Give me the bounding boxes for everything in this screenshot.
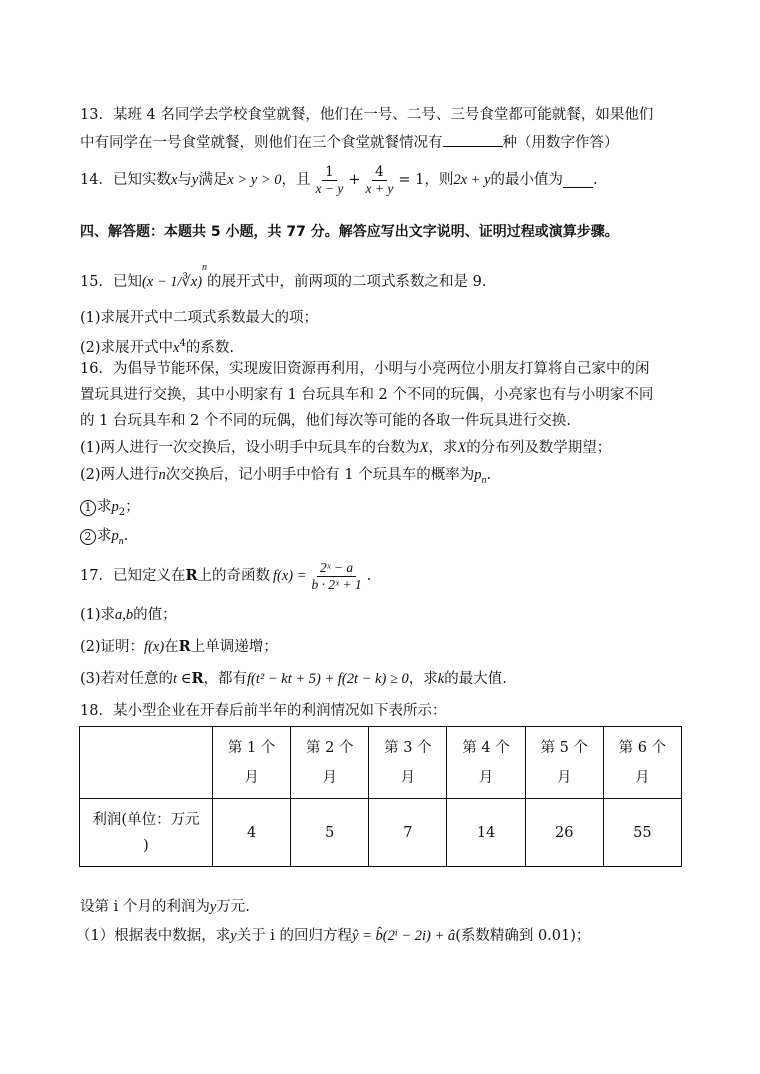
- q17-p3-all: ，都有: [203, 671, 247, 687]
- q15-p2-exp: 4: [179, 338, 186, 349]
- profit-cell: 26: [525, 799, 603, 867]
- q17-part2: [80, 636, 278, 658]
- q16-var-X-2: X: [457, 440, 467, 456]
- q17-p2-lead: (2)证明：: [80, 639, 145, 655]
- q13-answer-blank: [443, 132, 503, 147]
- profit-row-label: 利润(单位：万元 ): [80, 799, 213, 867]
- profit-cell: 4: [213, 799, 291, 867]
- q16-p1-ask: ，求: [428, 440, 458, 456]
- table-row: [80, 799, 682, 867]
- q16-pn-sub: n: [118, 535, 124, 547]
- q18-var-y: y: [209, 899, 217, 915]
- q15-p2-tail: 的系数.: [185, 339, 234, 356]
- q16-part1: [80, 437, 611, 459]
- q17-lead: 17．已知定义在: [80, 568, 186, 584]
- q16-line2: 置玩具进行交换，其中小明家有 1 台玩具车和 2 个不同的玩偶，小亮家也有与小明家不同: [80, 387, 654, 403]
- q17-fx: f(x) =: [273, 568, 307, 584]
- q14-frac2-num: 4: [372, 164, 387, 181]
- q14-frac1-num: 1: [322, 164, 337, 181]
- q17-p3-lead: (3)若对任意的: [80, 671, 174, 687]
- q16-var-n: n: [158, 467, 166, 483]
- q18-definition: [80, 896, 250, 918]
- q14-frac1-den: x − y: [315, 180, 344, 196]
- q15-binomial: (x − 1/∛x): [141, 273, 203, 290]
- profit-cell: 55: [603, 799, 681, 867]
- q14-lead: 14．已知实数: [80, 172, 171, 188]
- q17-p2-fx: f(x): [144, 639, 165, 655]
- q14-then: ，则: [424, 172, 454, 188]
- q14-fraction-2: [363, 164, 397, 197]
- q14-target-expr: 2x + y: [453, 172, 491, 188]
- q17-p1-lead: (1)求: [80, 607, 116, 623]
- q17-fraction: [309, 560, 365, 593]
- section-4-heading: 四、解答题：本题共 5 小题，共 77 分。解答应写出文字说明、证明过程或演算步骤。: [80, 224, 619, 240]
- q17-odd-fn: 上的奇函数: [197, 568, 271, 584]
- q14-var-y: y: [191, 172, 199, 188]
- q16-p2-period: .: [486, 467, 492, 483]
- q18-p1-lead: （1）根据表中数据，求: [76, 928, 231, 944]
- q16-p-n: p: [474, 467, 482, 483]
- q16-sub2-text: 求: [97, 528, 112, 544]
- q16-p2-var: p: [111, 499, 119, 515]
- q14-frac2-den: x + y: [365, 180, 394, 196]
- q13-text: 中有同学在一号食堂就餐，则他们在三个食堂就餐情况有: [80, 135, 443, 151]
- q16-p2-lead: (2)两人进行: [80, 467, 159, 483]
- month-header: 第 3 个 月: [369, 727, 447, 799]
- q18-def-lead: 设第 i 个月的利润为: [80, 899, 210, 915]
- month-header: 第 4 个 月: [447, 727, 525, 799]
- q13-line2: [80, 132, 619, 154]
- q17-inequality: f(t² − kt + 5) + f(2t − k) ≥ 0: [247, 671, 409, 687]
- q15-line: [80, 262, 487, 298]
- q14-answer-blank: [563, 173, 593, 188]
- q17-p3-tail: 的最大值.: [444, 671, 507, 687]
- q17-line: [80, 556, 371, 596]
- q16-p2-mid: 次交换后，记小明手中恰有 1 个玩具车的概率为: [165, 467, 475, 483]
- q15-p2-lead: (2)求展开式中: [80, 339, 174, 356]
- q16-sub1-text: 求: [97, 499, 112, 515]
- q14-period: .: [593, 172, 598, 188]
- q18-p1-y: y: [230, 928, 237, 944]
- q16-line1: 16．为倡导节能环保，实现废旧资源再利用，小明与小亮两位小朋友打算将自己家中的闲: [80, 361, 650, 377]
- q17-p2-in: 在: [164, 639, 179, 655]
- q16-var-X: X: [419, 440, 429, 456]
- month-header: 第 2 个 月: [291, 727, 369, 799]
- q15-lead: 15．已知: [80, 273, 142, 290]
- q17-R: R: [185, 567, 198, 584]
- q16-sub2-period: .: [123, 528, 129, 544]
- q14-with: 与: [177, 172, 192, 188]
- q18-p1-mid: 关于 i 的回归方程: [236, 928, 353, 944]
- q18-intro: 18．某小型企业在开春后前半年的利润情况如下表所示：: [80, 703, 447, 719]
- q16-p-n-sub: n: [481, 474, 487, 486]
- month-header: 第 1 个 月: [213, 727, 291, 799]
- q15-part2: [80, 333, 234, 359]
- profit-cell: 5: [291, 799, 369, 867]
- q14-condition: x > y > 0: [227, 172, 282, 188]
- q17-part1: [80, 604, 177, 626]
- q17-period: .: [366, 568, 372, 584]
- q14-line: [80, 160, 598, 200]
- q16-pn-var: p: [111, 528, 119, 544]
- q18-part1: [76, 925, 590, 947]
- q14-equals: = 1: [398, 172, 425, 188]
- q13-line1: 13．某班 4 名同学去学校食堂就餐，他们在一号、二号、三号食堂都可能就餐，如果他们: [80, 107, 654, 123]
- q18-def-tail: 万元.: [216, 899, 250, 915]
- q17-frac-den: b · 2ˣ + 1: [311, 576, 362, 592]
- profit-table: [79, 726, 682, 867]
- q16-sub2: [80, 525, 128, 553]
- q17-t-in: t ∈: [173, 671, 192, 687]
- q17-p3-ask: ，求: [408, 671, 438, 687]
- q16-p2-sub: 2: [118, 506, 126, 518]
- q16-p1-lead: (1)两人进行一次交换后，设小明手中玩具车的台数为: [80, 440, 420, 456]
- circled-2-icon: 2: [80, 529, 96, 545]
- q17-p1-tail: 的值；: [133, 607, 177, 623]
- q17-frac-num: 2ˣ − a: [317, 560, 356, 577]
- q14-plus: +: [348, 172, 361, 188]
- q18-p1-tail: (系数精确到 0.01)；: [455, 928, 591, 944]
- profit-cell: 14: [447, 799, 525, 867]
- q17-part3: [80, 668, 507, 690]
- circled-1-icon: 1: [80, 500, 96, 516]
- q13-tail: 种（用数字作答）: [502, 135, 619, 151]
- q14-fraction-1: [313, 164, 347, 197]
- q18-regression-eq: ŷ = b̂(2ⁱ − 2i) + â: [352, 928, 456, 944]
- month-header: 第 5 个 月: [525, 727, 603, 799]
- profit-cell: 7: [369, 799, 447, 867]
- month-header: 第 6 个 月: [603, 727, 681, 799]
- q17-p2-R: R: [178, 638, 191, 655]
- table-corner-cell: [80, 727, 213, 799]
- q15-part1: (1)求展开式中二项式系数最大的项；: [80, 310, 319, 326]
- q16-line3: 的 1 台玩具车和 2 个不同的玩偶，他们每次等可能的各取一件玩具进行交换.: [80, 413, 571, 429]
- q14-var-x: x: [170, 172, 178, 188]
- q15-exponent-n: n: [202, 262, 208, 273]
- q15-condition: 的展开式中，前两项的二项式系数之和是 9.: [207, 273, 487, 290]
- q16-p1-tail: 的分布列及数学期望；: [466, 440, 612, 456]
- q17-ab: a,b: [115, 607, 134, 623]
- q16-sub1: [80, 496, 140, 524]
- q14-and: ，且: [281, 172, 311, 188]
- q14-cond-label: 满足: [198, 172, 228, 188]
- q16-sub1-semi: ；: [125, 499, 140, 515]
- q16-part2: [80, 464, 491, 492]
- table-header-row: [80, 727, 682, 799]
- q17-k: k: [437, 671, 445, 687]
- q14-min-label: 的最小值为: [490, 172, 564, 188]
- q17-p2-tail: 上单调递增；: [190, 639, 278, 655]
- q15-p2-x: x: [173, 339, 180, 356]
- q17-p3-R: R: [191, 670, 204, 687]
